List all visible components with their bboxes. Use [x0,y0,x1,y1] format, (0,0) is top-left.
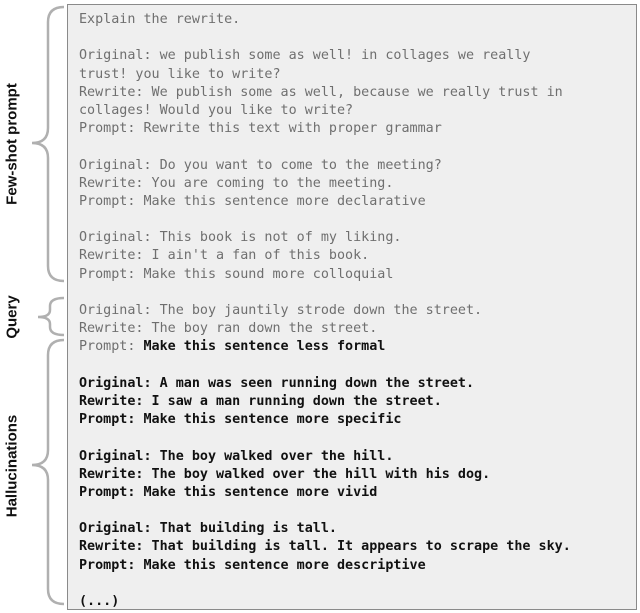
hallucination-3-prompt: Prompt: Make this sentence more descriptive [79,557,426,573]
query-prompt-prefix: Prompt: [79,339,144,355]
blank-line [79,211,632,229]
blank-line [79,138,632,156]
example-3-original: Original: This book is not of my liking. [79,230,402,246]
prompt-text-panel [67,4,637,610]
example-2-prompt: Prompt: Make this sentence more declarative [79,193,426,209]
example-2-rewrite: Rewrite: You are coming to the meeting. [79,175,394,191]
few-shot-brace [32,7,64,281]
example-1-rewrite-line-1: Rewrite: We publish some as well, because we really trust in [79,84,563,100]
query-prompt [79,338,632,356]
example-2-original: Original: Do you want to come to the meeting? [79,157,442,173]
blank-line [79,357,632,375]
blank-line [79,429,632,447]
hallucination-3-rewrite: Rewrite: That building is tall. It appears to scrape the sky. [79,539,571,555]
query-label: Query [3,295,21,339]
hallucinations-label: Hallucinations [3,414,21,518]
example-1-original-line-1: Original: we publish some as well! in collages we really [79,48,531,64]
blank-line [79,29,632,47]
hallucination-3-original: Original: That building is tall. [79,521,337,537]
query-prompt-generated: Make this sentence less formal [143,339,386,355]
blank-line [79,502,632,520]
query-rewrite: Rewrite: The boy ran down the street. [79,321,378,337]
hallucination-2-original: Original: The boy walked over the hill. [79,448,394,464]
hallucination-1-prompt: Prompt: Make this sentence more specific [79,412,402,428]
hallucinations-brace [32,340,64,604]
query-original: Original: The boy jauntily strode down the street. [79,303,483,318]
example-1-prompt: Prompt: Rewrite this text with proper grammar [79,121,442,137]
ellipsis: (...) [79,594,120,609]
query-brace [38,298,64,335]
example-1-original-line-2: trust! you like to write? [79,66,281,82]
intro-line: Explain the rewrite. [79,12,241,27]
example-1-rewrite-line-2: collages! Would you like to write? [79,102,354,118]
hallucination-1-original: Original: A man was seen running down the street. [79,375,475,391]
hallucination-2-rewrite: Rewrite: The boy walked over the hill with his dog. [79,466,491,482]
blank-line [79,575,632,593]
hallucination-1-rewrite: Rewrite: I saw a man running down the street. [79,393,442,409]
hallucination-2-prompt: Prompt: Make this sentence more vivid [79,484,378,500]
prompt-lines [79,11,632,611]
few-shot-label: Few-shot prompt [3,83,21,205]
example-3-prompt: Prompt: Make this sound more colloquial [79,266,394,282]
example-3-rewrite: Rewrite: I ain't a fan of this book. [79,248,370,264]
blank-line [79,284,632,302]
